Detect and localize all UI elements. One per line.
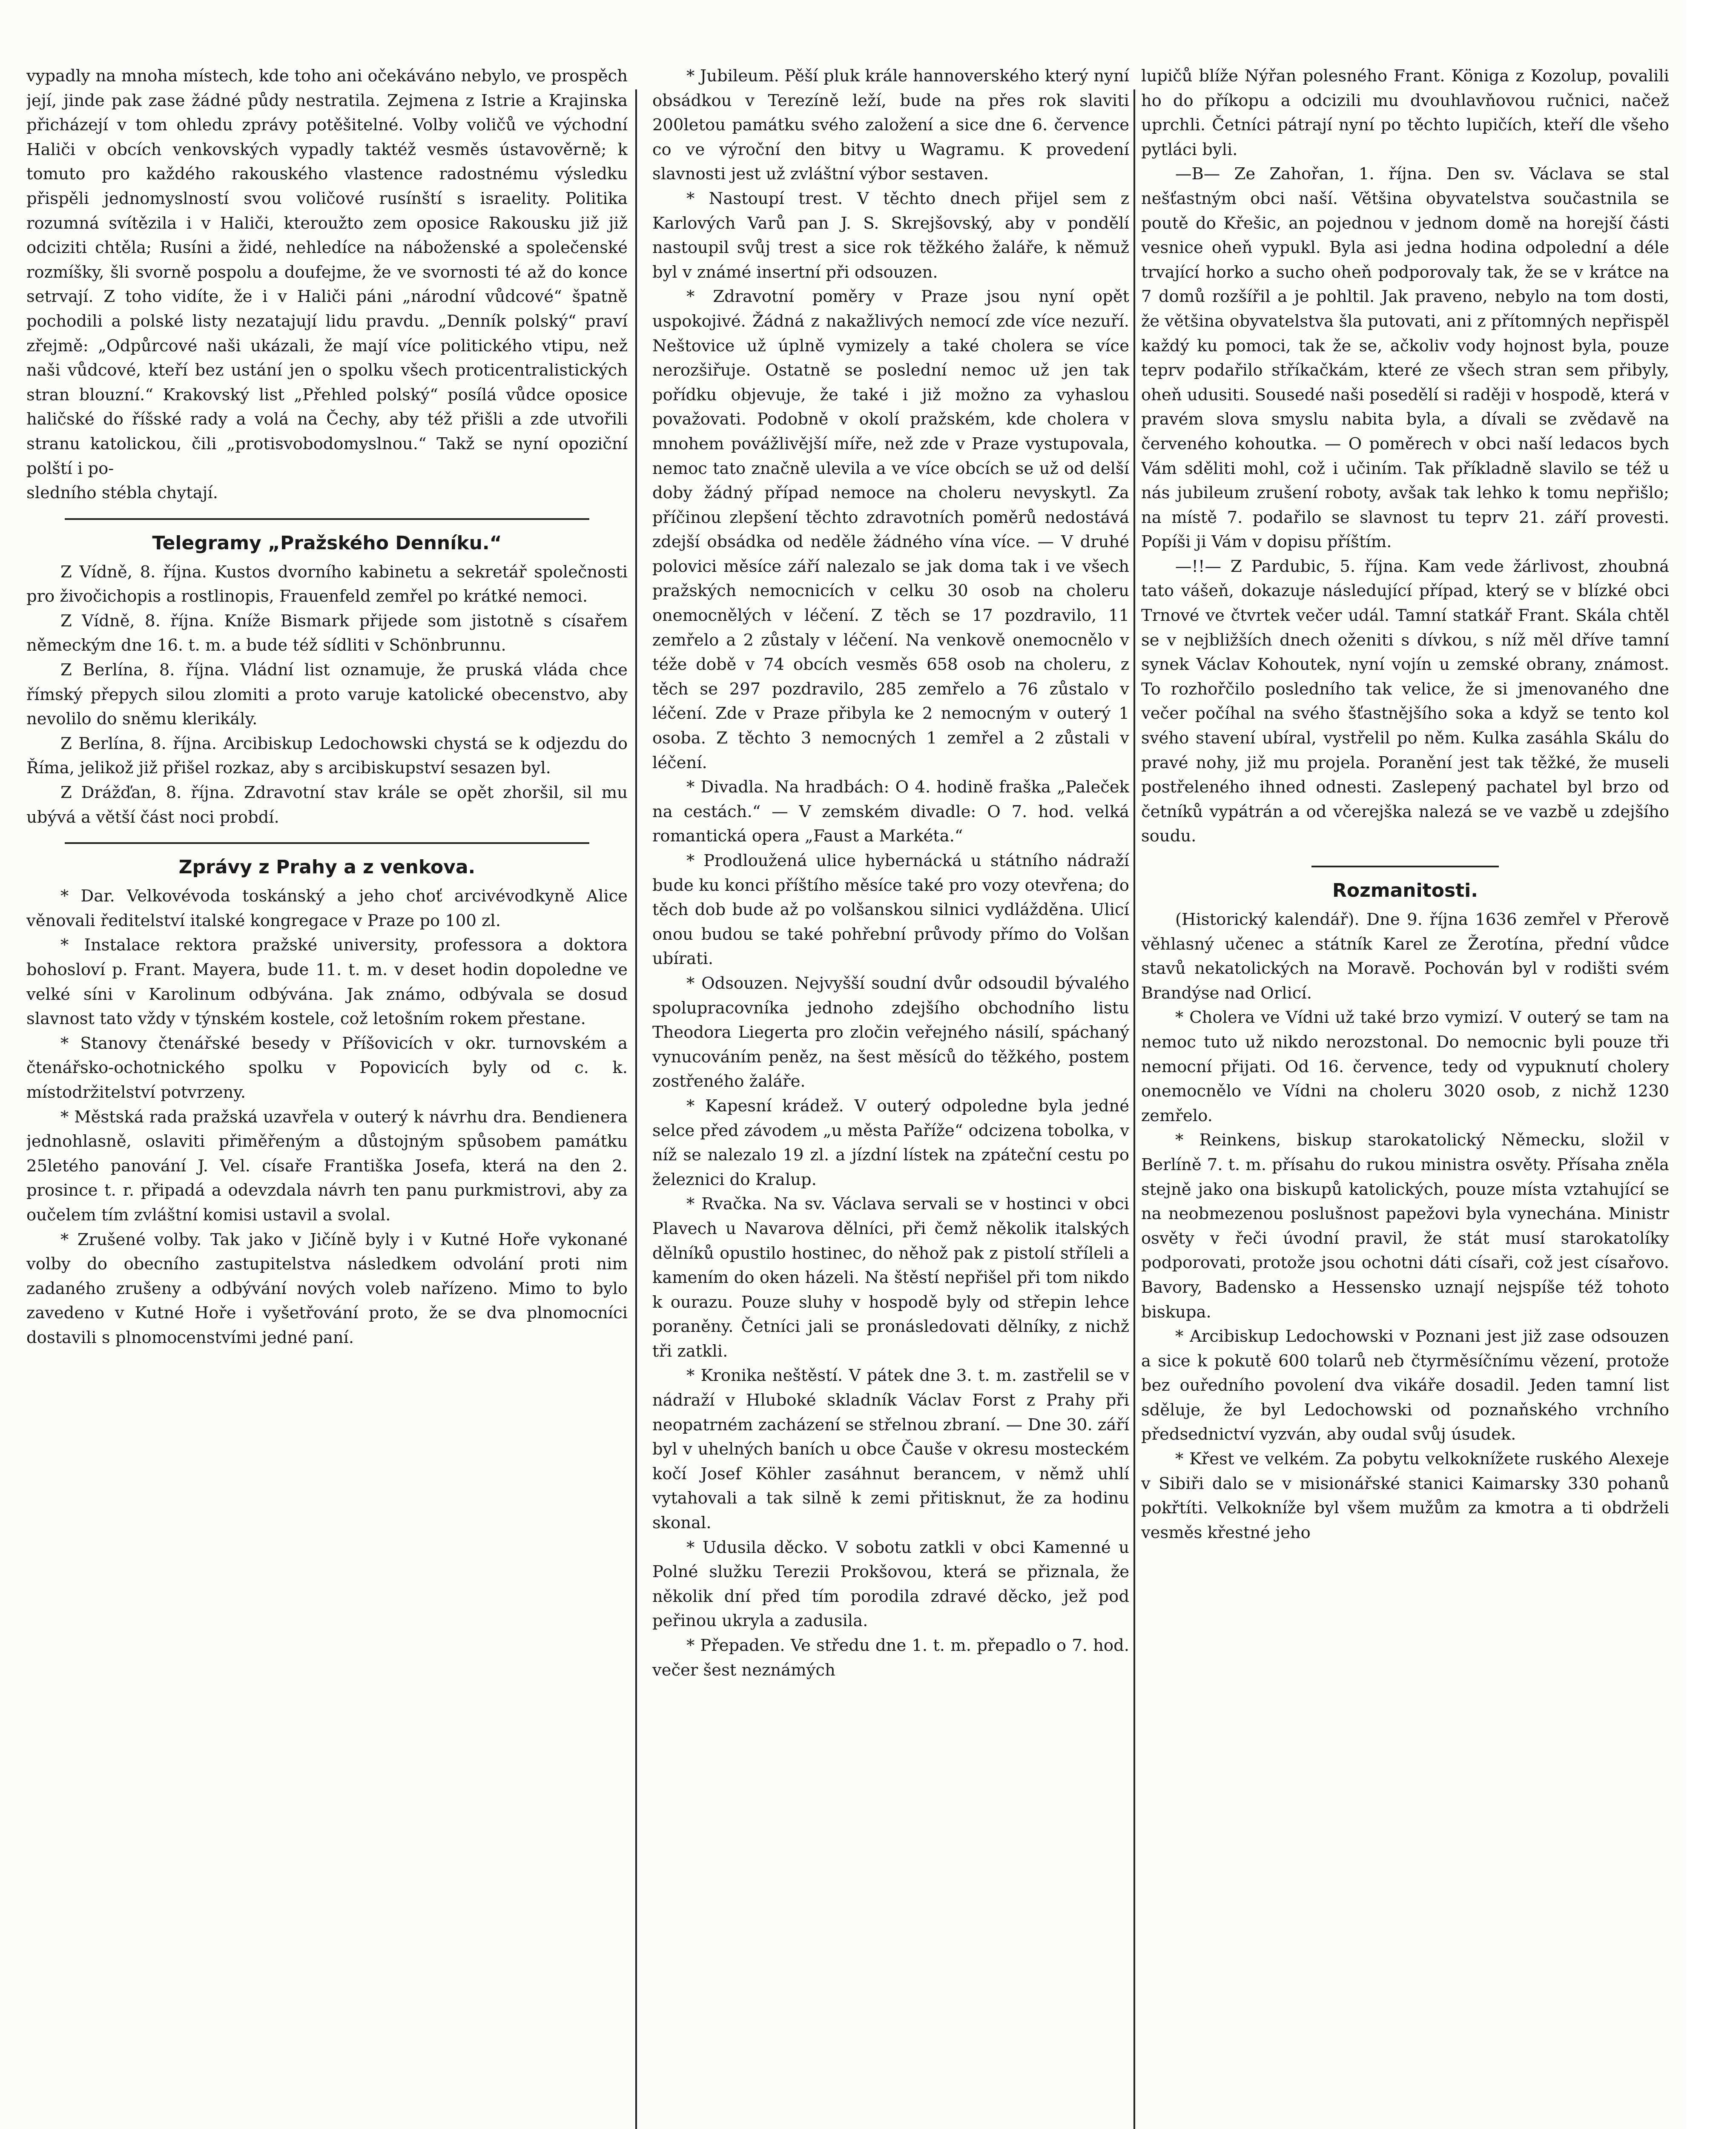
news-item: * Přepaden. Ve středu dne 1. t. m. přepadlo o 7. hod. večer šest neznámých: [652, 1636, 1129, 1680]
miscellany-item: * Cholera ve Vídni už také brzo vymizí. V outerý se tam na nemoc tuto už nikdo nerozstonal. Do nemocnic byli pouze tři nemocní přijati. Od 16. července, tedy od vypuknutí cholery onemocnělo ve Vídni na choleru 3020 osob, z nichž 1230 zemřelo.: [1141, 1008, 1669, 1125]
column-middle: [652, 64, 1129, 2129]
telegram-item: Z Berlína, 8. října. Vládní list oznamuje, že pruská vláda chce římský přepych silou zlomiti a proto varuje katolické obecenstvo, aby nevolilo do sněmu klerikály.: [26, 660, 628, 729]
news-item: * Nastoupí trest. V těchto dnech přijel sem z Karlových Varů pan J. S. Skrejšovský, aby v pondělí nastoupil svůj trest a sice rok těžkého žaláře, k němuž byl v známé insertní při odsouzen.: [652, 189, 1129, 282]
news-item: * Jubileum. Pěší pluk krále hannoverského který nyní obsádkou v Terezíně leží, bude na přes rok slaviti 200letou památku svého založení a sice dne 6. července co ve výroční den bitvy u Wagramu. K provedení slavnosti jest už zvláštní výbor sestaven.: [652, 66, 1129, 184]
miscellany-item: (Historický kalendář). Dne 9. října 1636 zemřel v Přerově věhlasný učenec a státník Karel ze Žerotína, přední vůdce stavů nekatolických na Moravě. Pochován byl v rodišti svém Brandýse nad Orlicí.: [1141, 910, 1669, 1003]
news-item: * Instalace rektora pražské university, professora a doktora bohosloví p. Frant. Mayera, bude 11. t. m. v deset hodin dopoledne ve velké síni v Karolinum odbývána. Jak známo, odbývala se dosud slavnost tato vždy v týnském kostele, což letošním rokem přestane.: [26, 935, 628, 1029]
section-divider: [65, 518, 589, 520]
news-item: * Zrušené volby. Tak jako v Jičíně byly i v Kutné Hoře vykonané volby do obecního zastupitelstva následkem odvolání proti nim zadaného zrušeny a odbývání nových voleb nařízeno. Mimo to bylo zavedeno v Kutné Hoře i vyšetřování proto, že se dva plnomocníci dostavili s plnomocenstvími jedné paní.: [26, 1230, 628, 1347]
page-margin: [1686, 0, 1736, 2129]
correspondence-item: —B— Ze Zahořan, 1. října. Den sv. Václava se stal nešťastným obci naší. Většina obyvatelstva součastnila se poutě do Křešic, an pojednou v jednom domě na horejší části vesnice oheň vypukl. Byla asi jedna hodina odpolední a déle trvající horko a sucho oheň podporovaly tak, že se v krátce na 7 domů rozšířil a je pohltil. Jak praveno, nebylo na tom dosti, že většina obyvatelstva šla putovati, ani z přítomných nepřispěl každý ku pomoci, tak že se, ačkoliv vody hojnost byla, pouze teprv podařilo stříkačkám, které ze všech stran sem přibyly, oheň udusiti. Sousedé naši posedělí si raději v hospodě, která v pravém slova smyslu nabita byla, a dívali se zvědavě na červeného kohoutka. — O poměrech v obci naší ledacos bych Vám sděliti mohl, což i učiním. Tak příkladně slavilo se též u nás jubileum zrušení roboty, avšak tak lehko k tomu nepřišlo; na místě 7. podařilo se slavnost tu teprv 21. září provesti. Popíši ji Vám v dopisu příštím.: [1141, 164, 1669, 552]
miscellany-item: * Arcibiskup Ledochowski v Poznani jest již zase odsouzen a sice k pokutě 600 tolarů neb čtyrměsíčnímu vězení, protože bez ouředního povolení dva vikáře dosadil. Jeden tamní list sděluje, že byl Ledochowski od poznaňského vrchního předsednictví vyzván, aby oudal svůj úsudek.: [1141, 1327, 1669, 1444]
news-item: * Divadla. Na hradbách: O 4. hodině fraška „Paleček na cestách.“ — V zemském divadle: O 7. hod. velká romantická opera „Faust a Markéta.“: [652, 778, 1129, 846]
article-text: sledního stébla chytají.: [26, 483, 218, 503]
news-item: * Stanovy čtenářské besedy v Příšovicích v okr. turnovském a čtenářsko-ochotnického spolku v Popovicích byly od c. k. místodržitelství potvrzeny.: [26, 1033, 628, 1102]
news-item: * Městská rada pražská uzavřela v outerý k návrhu dra. Bendienera jednohlasně, oslaviti přiměřeným a důstojným spůsobem památku 25letého panování J. Vel. císaře Františka Josefa, která na den 2. prosince t. r. připadá a odevzdala návrh ten panu purkmistrovi, aby za oučelem tím zvláštní komisi ustavil a svolal.: [26, 1107, 628, 1225]
column-divider: [635, 89, 637, 2129]
section-divider: [65, 842, 589, 844]
section-divider: [1311, 866, 1499, 867]
miscellany-item: * Reinkens, biskup starokatolický Německu, složil v Berlíně 7. t. m. přísahu do rukou ministra osvěty. Přísaha zněla stejně jako ona biskupů katolických, pouze místa vztahující se na neobmezenou poslušnost papežovi byla vynechána. Ministr osvěty v řeči úvodní pravil, že stát musí starokatolíky podporovati, protože jsou ochotni dáti císaři, což jest císařovo. Bavory, Badensko a Hessensko uznají nejspíše též tohoto biskupa.: [1141, 1130, 1669, 1322]
section-heading-miscellany: Rozmanitosti.: [1332, 880, 1478, 901]
telegram-item: Z Berlína, 8. října. Arcibiskup Ledochowski chystá se k odjezdu do Říma, jelikož již přišel rozkaz, aby s arcibiskupství sesazen byl.: [26, 734, 628, 778]
telegram-item: Z Vídně, 8. října. Kníže Bismark přijede som jistotně s císařem německým dne 16. t. m. a bude též sídliti v Schönbrunnu.: [26, 611, 628, 655]
news-item: * Zdravotní poměry v Praze jsou nyní opět uspokojivé. Žádná z nakažlivých nemocí zde více nezuří. Neštovice už úplně vymizely a také cholera se více nerozšiřuje. Ostatně se poslední nemoc už jen tak pořídku objevuje, že také i již možno za vyhaslou považovati. Podobně v okolí pražském, kde cholera v mnohem povážlivější míře, než zde v Praze vystupovala, nemoc tato značně ulevila a ve více obcích se už od delší doby žádný případ nemoce na choleru nevyskytl. Za příčinou zlepšení těchto zdravotních poměrů nedostává zdejší obsádka od neděle žádného vína více. — V druhé polovici měsíce září nalezalo se jak doma tak i ve všech pražských nemocnicích v celku 30 osob na choleru onemocnělých v léčení. Z těch se 17 pozdravilo, 11 zemřelo a 2 zůstaly v léčení. Na venkově onemocnělo v téže době v 74 obcích vesměs 658 osob na choleru, z těch se 297 pozdravilo, 285 zemřelo a 76 zůstalo v léčení. Zde v Praze přibyla ke 2 nemocným v outerý 1 osoba. Z těchto 3 nemocných 1 zemřel a 2 zůstali v léčení.: [652, 287, 1129, 772]
news-item: * Udusila děcko. V sobotu zatkli v obci Kamenné u Polné služku Terezii Prokšovou, která se přiznala, že několik dní před tím porodila zdravé děcko, jež pod peřinou ukryla a zadusila.: [652, 1538, 1129, 1631]
section-heading-telegrams: Telegramy „Pražského Denníku.“: [152, 532, 502, 554]
news-item: * Dar. Velkovévoda toskánský a jeho choť arcivévodkyně Alice věnovali ředitelství italské kongregace v Praze po 100 zl.: [26, 887, 628, 930]
column-left: [26, 64, 628, 2129]
news-item: * Kapesní krádež. V outerý odpoledne byla jedné selce před závodem „u města Paříže“ odcizena tobolka, v níž se nalezalo 19 zl. a jízdní lístek na zpáteční cestu po železnici do Kralup.: [652, 1096, 1129, 1189]
column-divider: [1133, 89, 1135, 2129]
article-text: vypadly na mnoha místech, kde toho ani očekáváno nebylo, ve prospěch její, jinde pak zase žádné půdy nestratila. Zejmena z Istrie a Krajinska přicházejí v tom ohledu zprávy potěšitelné. Volby voličů ve východní Haliči v obcích venkovských vypadly taktéž vesměs ústavověrně; k tomuto pro každého rakouského vlastence radostnému výsledku přispěli jednomyslností svou voličové rusínští s israelity. Politika rozumná svítězila i v Haliči, kteroužto zem oposice Rakousku již již odciziti chtěla; Rusíni a židé, nehledíce na náboženské a společenské rozmíšky, šli svorně pospolu a doufejme, že ve svornosti té až do konce setrvají. Z toho vidíte, že i v Haliči páni „národní vůdcové“ špatně pochodili a polské listy nezatajují lidu pravdu. „Denník polský“ praví zřejmě: „Odpůrcové naši ukázali, že mají více politického vtipu, než naši vůdcové, kteří bez ustání jen o spolku všech proticentralistických stran blouzní.“ Krakovský list „Přehled polský“ posílá vůdce oposice haličské do říšské rady a volá na Čechy, aby též přišli a zde utvořili stranu katolickou, čili „protisvobodomyslnou.“ Takž se nyní opoziční polští i po-: [26, 66, 628, 478]
news-item: * Rvačka. Na sv. Václava servali se v hostinci v obci Plavech u Navarova dělníci, při čemž několik italských dělníků opustilo hostinec, do něhož pak z pistolí stříleli a kamením do oken házeli. Na štěstí nepřišel při tom nikdo k ourazu. Pouze sluhy v hospodě byly od střepin lehce poraněny. Četníci jali se pronásledovati dělníky, z nichž tři zatkli.: [652, 1194, 1129, 1361]
news-item: * Prodloužená ulice hybernácká u státního nádraží bude ku konci příštího měsíce také pro vozy otevřena; do těch dob bude až po volšanskou silnici vydlážděna. Ulicí onou budou se také pohřební průvody přímo do Volšan ubírati.: [652, 851, 1129, 969]
news-item: lupičů blíže Nýřan polesného Frant. Königa z Kozolup, povalili ho do příkopu a odcizili mu dvouhlavňovou ručnici, načež uprchli. Četníci pátrají nyní po těchto lupičích, kteří dle všeho pytláci byli.: [1141, 66, 1669, 159]
column-right: [1141, 64, 1669, 2129]
telegram-item: Z Vídně, 8. října. Kustos dvorního kabinetu a sekretář společnosti pro živočichopis a rostlinopis, Frauenfeld zemřel po krátké nemoci.: [26, 562, 628, 606]
section-heading-news: Zprávy z Prahy a z venkova.: [178, 856, 476, 878]
miscellany-item: * Křest ve velkém. Za pobytu velkoknížete ruského Alexeje v Sibiři dalo se v misionářské stanici Kaimarsky 330 pohanů pokřtíti. Velkokníže byl všem mužům za kmotra a ti obdrželi vesměs křestné jeho: [1141, 1449, 1669, 1542]
telegram-item: Z Drážďan, 8. října. Zdravotní stav krále se opět zhoršil, sil mu ubývá a větší část noci probdí.: [26, 783, 628, 827]
correspondence-item: —!!— Z Pardubic, 5. října. Kam vede žárlivost, zhoubná tato vášeň, dokazuje následující případ, který se v blízké obci Trnové ve čtvrtek večer udál. Tamní statkář Frant. Skála chtěl se v nejbližších dnech oženiti s dívkou, s níž měl dříve tamní synek Václav Kohoutek, nyní vojín u zemské obrany, známost. To rozhořčilo posledního tak velice, že si jmenovaného dne večer počíhal na svého šťastnějšího soka a když se tento kol svého stavení ubíral, vystřelil po něm. Kulka zasáhla Skálu do pravé nohy, již mu projela. Poranění jest tak těžké, že museli postřeleného ihned odnesti. Zaslepený pachatel byl brzo od četníků vypátrán a od včerejška nalezá se ve vazbě u zdejšího soudu.: [1141, 557, 1669, 846]
news-item: * Odsouzen. Nejvyšší soudní dvůr odsoudil bývalého spolupracovníka jednoho zdejšího obchodního listu Theodora Liegerta pro zločin veřejného násilí, spáchaný vynucováním peněz, na šest měsíců do těžkého, postem zostřeného žaláře.: [652, 973, 1129, 1091]
news-item: * Kronika neštěstí. V pátek dne 3. t. m. zastřelil se v nádraží v Hluboké skladník Václav Forst z Prahy při neopatrném zacházení se střelnou zbraní. — Dne 30. září byl v uhelných baních u obce Čauše v okresu mosteckém kočí Josef Köhler zasáhnut berancem, v němž uhlí vytahovali a tak silně k zemi přitisknut, že za hodinu skonal.: [652, 1366, 1129, 1533]
